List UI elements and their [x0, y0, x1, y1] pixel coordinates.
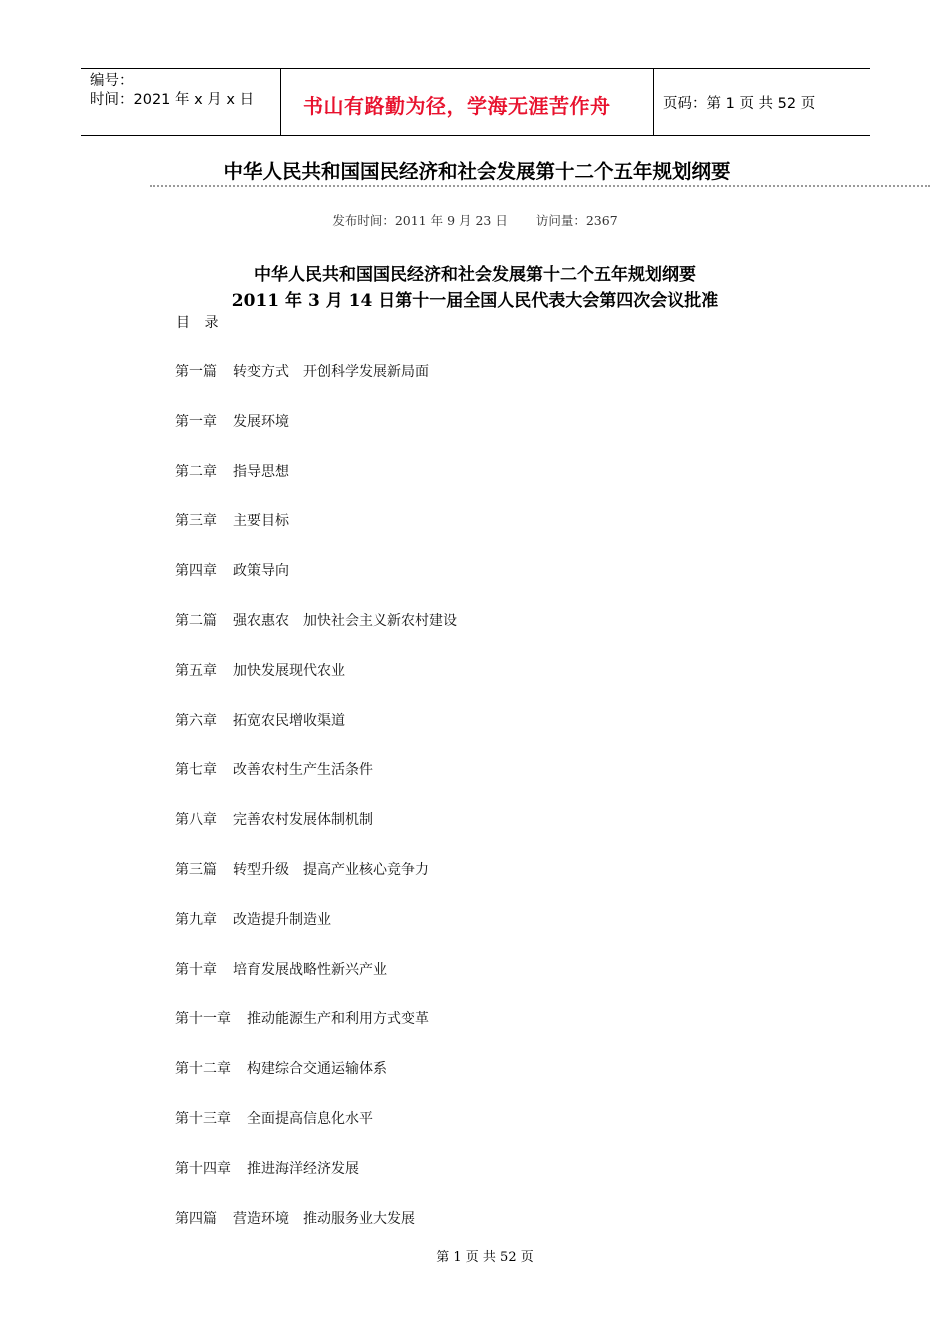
toc-item [175, 809, 457, 859]
toc-item-title: 加快发展现代农业 [233, 662, 345, 679]
header-motto: 书山有路勤为径，学海无涯苦作舟 [303, 93, 611, 118]
toc-item-number: 第一章 [175, 413, 217, 430]
toc-item-number: 第四篇 [175, 1210, 217, 1227]
article-meta [0, 211, 950, 229]
toc-item [175, 909, 457, 959]
toc-item [175, 610, 457, 660]
toc-item-title: 政策导向 [233, 563, 289, 580]
header-id-cell [81, 69, 281, 135]
toc-item-title: 指导思想 [233, 463, 289, 480]
page-title: 中华人民共和国国民经济和社会发展第十二个五年规划纲要 [223, 160, 731, 183]
toc-item [175, 1008, 457, 1058]
toc-item-title: 改善农村生产生活条件 [233, 762, 373, 779]
title-divider [150, 185, 930, 187]
toc-item [175, 461, 457, 511]
toc-item-title: 推动能源生产和利用方式变革 [247, 1011, 429, 1028]
table-of-contents [175, 361, 457, 1257]
toc-item [175, 411, 457, 461]
toc-item-number: 第六章 [175, 712, 217, 729]
header-number-label: 编号： [90, 73, 134, 89]
toc-item-title: 改造提升制造业 [233, 911, 331, 928]
document-header [81, 68, 870, 136]
toc-item-title: 培育发展战略性新兴产业 [233, 961, 387, 978]
header-page-cell [654, 69, 870, 135]
toc-item-title: 主要目标 [233, 513, 289, 530]
toc-item-number: 第十二章 [175, 1061, 231, 1078]
header-page-info: 页码：第 1 页 共 52 页 [663, 95, 816, 112]
toc-item [175, 361, 457, 411]
toc-item-number: 第一篇 [175, 364, 217, 380]
toc-item-title: 拓宽农民增收渠道 [233, 712, 345, 729]
toc-item-number: 第十一章 [175, 1011, 231, 1028]
toc-item-title: 推进海洋经济发展 [247, 1160, 359, 1177]
toc-item-title: 构建综合交通运输体系 [247, 1061, 387, 1078]
toc-item-number: 第二章 [175, 463, 217, 480]
header-time-label: 时间：2021 年 x 月 x 日 [90, 92, 255, 108]
publish-date: 发布时间：2011 年 9 月 23 日 [332, 213, 508, 228]
toc-item-number: 第十三章 [175, 1110, 231, 1127]
toc-item [175, 1158, 457, 1208]
toc-item [175, 959, 457, 1009]
toc-item-title: 营造环境 推动服务业大发展 [233, 1210, 415, 1227]
toc-item-title: 转变方式 开创科学发展新局面 [233, 364, 429, 380]
toc-label: 目 录 [176, 315, 224, 331]
toc-item [175, 1058, 457, 1108]
toc-item [175, 510, 457, 560]
toc-item [175, 710, 457, 760]
toc-item [175, 1108, 457, 1158]
toc-item-number: 第五章 [175, 662, 217, 679]
document-heading-approval: 2011 年 3 月 14 日第十一届全国人民代表大会第四次会议批准 [231, 291, 719, 311]
toc-item-title: 发展环境 [233, 413, 289, 430]
toc-item-number: 第十四章 [175, 1160, 231, 1177]
toc-item-title: 全面提高信息化水平 [247, 1110, 373, 1127]
toc-item-title: 强农惠农 加快社会主义新农村建设 [233, 612, 457, 629]
toc-item-number: 第二篇 [175, 612, 217, 629]
page-footer: 第 1 页 共 52 页 [436, 1250, 534, 1265]
toc-item-number: 第七章 [175, 762, 217, 779]
toc-item [175, 560, 457, 610]
toc-item-number: 第三篇 [175, 861, 217, 878]
toc-item-title: 转型升级 提高产业核心竞争力 [233, 861, 429, 878]
toc-item-number: 第十章 [175, 961, 217, 978]
toc-item-number: 第八章 [175, 812, 217, 829]
toc-item [175, 660, 457, 710]
document-heading-title: 中华人民共和国国民经济和社会发展第十二个五年规划纲要 [254, 265, 696, 285]
toc-item-number: 第四章 [175, 563, 217, 580]
toc-item-number: 第三章 [175, 513, 217, 530]
toc-item [175, 859, 457, 909]
toc-item [175, 759, 457, 809]
toc-item-number: 第九章 [175, 911, 217, 928]
toc-item-title: 完善农村发展体制机制 [233, 812, 373, 829]
header-motto-cell [281, 69, 654, 135]
visit-count: 访问量：2367 [535, 213, 618, 228]
